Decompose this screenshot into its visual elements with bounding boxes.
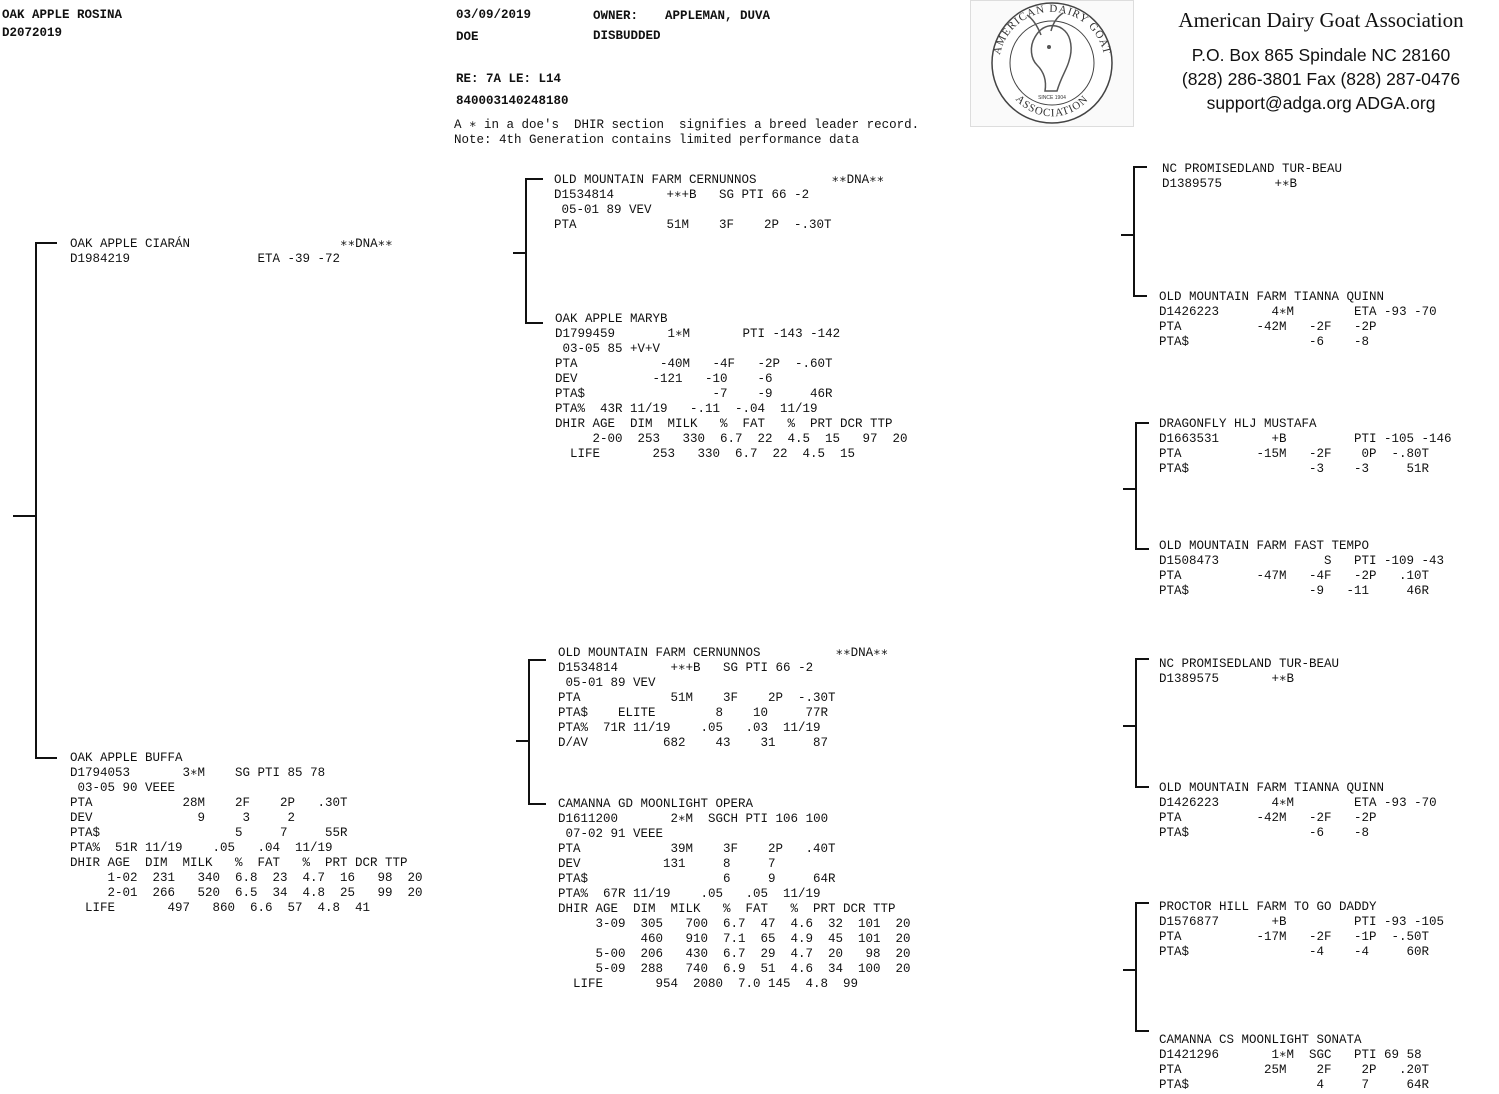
association-phone: (828) 286-3801 Fax (828) 287-0476 (1181, 69, 1461, 89)
pedigree-line: D1508473 S PTI -109 -43 (1159, 554, 1445, 568)
pedigree-line: PTA 51M 3F 2P -.30T (554, 218, 832, 232)
pedigree-line: D/AV 682 43 31 87 (558, 736, 829, 750)
bracket-g3c-stub (1123, 725, 1135, 727)
pedigree-line: PTA -47M -4F -2P .10T (1159, 569, 1430, 583)
bracket-sire-stub (513, 252, 525, 254)
pedigree-gen4-6 (1159, 781, 1437, 841)
pedigree-line: NC PROMISEDLAND TUR-BEAU (1162, 162, 1343, 176)
pedigree-line: 07-02 91 VEEE (558, 827, 664, 841)
pedigree-line: PTA -17M -2F -1P -.50T (1159, 930, 1430, 944)
pedigree-line: PTA$ ELITE 8 10 77R (558, 706, 829, 720)
bracket-sire-vertical (525, 178, 527, 323)
bracket-g3b-top (1135, 422, 1149, 424)
bracket-g3a-stub (1121, 234, 1133, 236)
pedigree-line: PTA$ -6 -8 (1159, 335, 1370, 349)
pedigree-line: CAMANNA CS MOONLIGHT SONATA (1159, 1033, 1362, 1047)
bracket-g3a-top (1133, 166, 1147, 168)
pedigree-line: OLD MOUNTAIN FARM TIANNA QUINN (1159, 781, 1385, 795)
pedigree-line: D1799459 1∗M PTI -143 -142 (555, 327, 841, 341)
pedigree-line: PTA -42M -2F -2P (1159, 320, 1377, 334)
pedigree-line: D1611200 2∗M SGCH PTI 106 100 (558, 812, 829, 826)
bracket-gen1-bottom (35, 757, 57, 759)
pedigree-line: D1421296 1∗M SGC PTI 69 58 (1159, 1048, 1422, 1062)
pedigree-line: D1576877 +B PTI -93 -105 (1159, 915, 1445, 929)
pedigree-line: DHIR AGE DIM MILK % FAT % PRT DCR TTP (558, 902, 896, 916)
bracket-gen1-top (35, 242, 57, 244)
pedigree-line: PTA$ 5 7 55R (70, 826, 348, 840)
pedigree-line: DHIR AGE DIM MILK % FAT % PRT DCR TTP (555, 417, 893, 431)
pedigree-line: LIFE 497 860 6.6 57 4.8 41 (70, 901, 371, 915)
disbudded-status: DISBUDDED (593, 29, 661, 43)
pedigree-line: D1534814 +∗+B SG PTI 66 -2 (558, 661, 814, 675)
pedigree-gen4-3 (1159, 417, 1452, 477)
association-contact: support@adga.org ADGA.org (1206, 93, 1436, 113)
pedigree-line: DEV 131 8 7 (558, 857, 776, 871)
pedigree-line: NC PROMISEDLAND TUR-BEAU (1159, 657, 1340, 671)
pedigree-sire-dam (555, 312, 908, 462)
record-date: 03/09/2019 (456, 8, 532, 22)
pedigree-line: PTA$ 4 7 64R (1159, 1078, 1430, 1092)
pedigree-line: DEV 9 3 2 (70, 811, 296, 825)
bracket-dam-vertical (528, 659, 530, 804)
pedigree-line: 3-09 305 700 6.7 47 4.6 32 101 20 (558, 917, 911, 931)
adga-logo (970, 0, 1134, 127)
pedigree-line: 05-01 89 VEV (558, 676, 656, 690)
pedigree-line: PTA% 71R 11/19 .05 .03 11/19 (558, 721, 821, 735)
generation-note: Note: 4th Generation contains limited performance data (454, 133, 860, 147)
bracket-g3d-top (1135, 902, 1149, 904)
bracket-dam-bottom (528, 803, 546, 805)
pedigree-line: DHIR AGE DIM MILK % FAT % PRT DCR TTP (70, 856, 408, 870)
bracket-g3b-bottom (1135, 548, 1149, 550)
pedigree-line: D1389575 +∗B (1159, 672, 1295, 686)
pedigree-line: OAK APPLE CIARÁN ∗∗DNA∗∗ (70, 237, 393, 251)
pedigree-line: D1663531 +B PTI -105 -146 (1159, 432, 1452, 446)
pedigree-line: LIFE 253 330 6.7 22 4.5 15 (555, 447, 856, 461)
pedigree-line: 05-01 89 VEV (554, 203, 652, 217)
pedigree-line: PTA 28M 2F 2P .30T (70, 796, 348, 810)
bracket-g3b-stub (1123, 488, 1135, 490)
pedigree-line: OAK APPLE BUFFA (70, 751, 183, 765)
bracket-g3b-vertical (1135, 422, 1137, 549)
pedigree-line: 03-05 90 VEEE (70, 781, 176, 795)
bracket-g3d-bottom (1135, 1030, 1149, 1032)
association-address: P.O. Box 865 Spindale NC 28160 (1191, 45, 1451, 65)
pedigree-line: DRAGONFLY HLJ MUSTAFA (1159, 417, 1317, 431)
association-title: American Dairy Goat Association (1178, 8, 1464, 32)
pedigree-line: PTA% 43R 11/19 -.11 -.04 11/19 (555, 402, 818, 416)
bracket-dam-stub (516, 740, 528, 742)
pedigree-dam (70, 751, 423, 916)
pedigree-line: OLD MOUNTAIN FARM FAST TEMPO (1159, 539, 1370, 553)
pedigree-line: PTA -42M -2F -2P (1159, 811, 1377, 825)
pedigree-line: PTA 51M 3F 2P -.30T (558, 691, 836, 705)
pedigree-line: PTA 39M 3F 2P .40T (558, 842, 836, 856)
pedigree-line: 5-00 206 430 6.7 29 4.7 20 98 20 (558, 947, 911, 961)
pedigree-line: 1-02 231 340 6.8 23 4.7 16 98 20 (70, 871, 423, 885)
pedigree-line: PTA$ -9 -11 46R (1159, 584, 1430, 598)
animal-name: OAK APPLE ROSINA (2, 8, 123, 22)
animal-sex: DOE (456, 30, 479, 44)
pedigree-dam-dam (558, 797, 911, 992)
breed-leader-note: A ∗ in a doe's DHIR section signifies a breed leader record. (454, 118, 920, 132)
pedigree-line: PTA -15M -2F 0P -.80T (1159, 447, 1430, 461)
pedigree-line: D1534814 +∗+B SG PTI 66 -2 (554, 188, 810, 202)
pedigree-line: OLD MOUNTAIN FARM CERNUNNOS ∗∗DNA∗∗ (558, 646, 889, 660)
bracket-gen1-vertical (35, 242, 37, 758)
owner-name: APPLEMAN, DUVA (665, 9, 771, 23)
pedigree-gen4-4 (1159, 539, 1444, 599)
pedigree-line: OLD MOUNTAIN FARM TIANNA QUINN (1159, 290, 1385, 304)
pedigree-line: LIFE 954 2080 7.0 145 4.8 99 (558, 977, 859, 991)
pedigree-line: OLD MOUNTAIN FARM CERNUNNOS ∗∗DNA∗∗ (554, 173, 885, 187)
pedigree-line: PTA -40M -4F -2P -.60T (555, 357, 833, 371)
bracket-sire-bottom (525, 322, 543, 324)
pedigree-line: 2-00 253 330 6.7 22 4.5 15 97 20 (555, 432, 908, 446)
pedigree-line: PTA$ -4 -4 60R (1159, 945, 1430, 959)
pedigree-line: DEV -121 -10 -6 (555, 372, 773, 386)
bracket-dam-top (528, 659, 546, 661)
bracket-g3c-vertical (1135, 658, 1137, 787)
bracket-g3a-vertical (1133, 166, 1135, 296)
bracket-g3d-stub (1123, 969, 1135, 971)
re-le-line: RE: 7A LE: L14 (456, 72, 562, 86)
pedigree-sire (70, 237, 393, 267)
pedigree-line: PROCTOR HILL FARM TO GO DADDY (1159, 900, 1377, 914)
pedigree-line: D1389575 +∗B (1162, 177, 1298, 191)
pedigree-line: 5-09 288 740 6.9 51 4.6 34 100 20 (558, 962, 911, 976)
pedigree-gen4-8 (1159, 1033, 1429, 1093)
pedigree-line: PTA$ -3 -3 51R (1159, 462, 1430, 476)
bracket-g3c-top (1135, 658, 1149, 660)
pedigree-line: 2-01 266 520 6.5 34 4.8 25 99 20 (70, 886, 423, 900)
animal-reg-number: D2072019 (2, 26, 63, 40)
logo-ring-top-text: AMERICAN DAIRY GOAT (991, 2, 1113, 56)
pedigree-line: D1426223 4∗M ETA -93 -70 (1159, 796, 1437, 810)
pedigree-gen4-7 (1159, 900, 1444, 960)
pedigree-gen4-5 (1159, 657, 1339, 687)
goat-head-seal-icon (971, 1, 1133, 126)
pedigree-line: PTA$ -6 -8 (1159, 826, 1370, 840)
bracket-g3d-vertical (1135, 902, 1137, 1031)
pedigree-line: 03-05 85 +V+V (555, 342, 661, 356)
pedigree-line: PTA% 67R 11/19 .05 .05 11/19 (558, 887, 821, 901)
pedigree-line: CAMANNA GD MOONLIGHT OPERA (558, 797, 754, 811)
pedigree-line: PTA 25M 2F 2P .20T (1159, 1063, 1430, 1077)
pedigree-line: OAK APPLE MARYB (555, 312, 668, 326)
tag-id: 840003140248180 (456, 94, 569, 108)
pedigree-gen4-2 (1159, 290, 1437, 350)
pedigree-line: D1426223 4∗M ETA -93 -70 (1159, 305, 1437, 319)
logo-ring-bottom-text: ASSOCIATION (1013, 93, 1091, 120)
pedigree-gen4-1 (1162, 162, 1342, 192)
bracket-g3a-bottom (1133, 295, 1147, 297)
logo-since-text: SINCE 1904 (1038, 95, 1066, 101)
bracket-g3c-bottom (1135, 786, 1149, 788)
pedigree-line: D1794053 3∗M SG PTI 85 78 (70, 766, 326, 780)
owner-label: OWNER: (593, 9, 639, 23)
bracket-sire-top (525, 178, 543, 180)
pedigree-line: PTA$ 6 9 64R (558, 872, 836, 886)
pedigree-dam-sire (558, 646, 888, 751)
pedigree-sire-sire (554, 173, 884, 233)
pedigree-line: PTA$ -7 -9 46R (555, 387, 833, 401)
bracket-gen1-stub (13, 515, 35, 517)
pedigree-line: PTA% 51R 11/19 .05 .04 11/19 (70, 841, 333, 855)
pedigree-line: 460 910 7.1 65 4.9 45 101 20 (558, 932, 911, 946)
pedigree-line: D1984219 ETA -39 -72 (70, 252, 341, 266)
